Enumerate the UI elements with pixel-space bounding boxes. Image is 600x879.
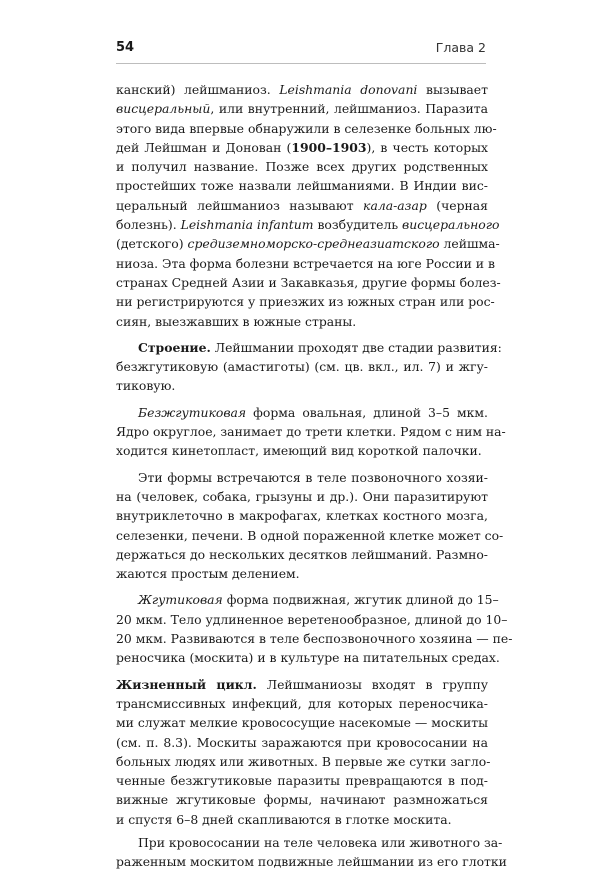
paragraph-structure xyxy=(116,338,502,396)
section-heading: Строение. xyxy=(138,339,211,355)
text-line: Строение. Лейшмании проходят две стадии развития: xyxy=(138,339,502,355)
text-line: и получил название. Позже всех других родственных xyxy=(116,159,488,175)
text-line: трансмиссивных инфекций, для которых переносчика- xyxy=(116,695,488,711)
text-line: При кровососании на теле человека или животного за- xyxy=(138,834,503,850)
text-line: этого вида впервые обнаружили в селезенке больных лю- xyxy=(116,120,497,136)
text-line: на (человек, собака, грызуны и др.). Они паразитируют xyxy=(116,488,488,504)
text-line: ченные безжгутиковые паразиты превращаются в под- xyxy=(116,773,488,789)
text-line: простейших тоже назвали лейшманиями. В Индии вис- xyxy=(116,178,488,194)
text-line: внутриклеточно в макрофагах, клетках костного мозга, xyxy=(116,508,488,524)
text-line: дей Лейшман и Донован (1900–1903), в честь которых xyxy=(116,139,488,155)
text-line: канский) лейшманиоз. Leishmania donovani вызывает xyxy=(116,82,488,97)
term: Жгутиковая xyxy=(138,592,223,608)
paragraph-promastigote xyxy=(116,590,513,667)
paragraph-amastigote xyxy=(116,403,506,461)
section-heading: Жизненный цикл. xyxy=(116,676,257,692)
text-line: и спустя 6–8 дней скапливаются в глотке москита. xyxy=(116,811,452,827)
text-line: раженным москитом подвижные лейшмании из его глотки xyxy=(116,854,507,870)
term: Безжгутиковая xyxy=(138,404,247,420)
text-line: селезенки, печени. В одной пораженной клетке может со- xyxy=(116,527,504,543)
text-line: ходится кинетопласт, имеющий вид короткой палочки. xyxy=(116,443,482,459)
text-line: висцеральный, или внутренний, лейшманиоз. Паразита xyxy=(116,101,488,117)
text-line: тиковую. xyxy=(116,378,176,394)
chapter-title: Глава 2 xyxy=(435,40,486,55)
text-line: ниоза. Эта форма болезни встречается на юге России и в xyxy=(116,255,495,271)
text-line: странах Средней Азии и Закавказья, другие формы болез- xyxy=(116,274,501,290)
page-body xyxy=(116,80,513,879)
paragraph-life-cycle xyxy=(116,675,491,829)
text-line: больных людях или животных. В первые же сутки загло- xyxy=(116,753,491,769)
text-line: ни регистрируются у приезжих из южных стран или рос- xyxy=(116,294,495,310)
text-line: Жизненный цикл. Лейшманиозы входят в группу xyxy=(116,676,488,692)
text-line: Ядро округлое, занимает до трети клетки. Рядом с ним на- xyxy=(116,424,506,440)
text-line: реносчика (москита) и в культуре на питательных средах. xyxy=(116,650,500,666)
text-line: вижные жгутиковые формы, начинают размножаться xyxy=(116,792,488,808)
paragraph-leishmaniasis-types xyxy=(116,80,501,331)
text-line: держаться до нескольких десятков лейшманий. Размно- xyxy=(116,546,488,562)
text-line: жаются простым делением. xyxy=(116,566,300,582)
text-line: 20 мкм. Развиваются в теле беспозвоночного хозяина — пе- xyxy=(116,631,513,647)
text-line: Эти формы встречаются в теле позвоночного хозяи- xyxy=(138,469,488,485)
text-line: безжгутиковую (амастиготы) (см. цв. вкл., ил. 7) и жгу- xyxy=(116,359,488,375)
text-line: Безжгутиковая форма овальная, длиной 3–5 мкм. xyxy=(138,404,488,420)
paragraph-host xyxy=(116,468,504,584)
text-line: (см. п. 8.3). Москиты заражаются при кровососании на xyxy=(116,734,488,750)
text-line: церальный лейшманиоз называют кала-азар (черная xyxy=(116,197,488,213)
paragraph-transmission xyxy=(116,833,507,872)
text-line: Жгутиковая форма подвижная, жгутик длиной до 15– xyxy=(138,592,499,608)
page-number: 54 xyxy=(116,40,135,55)
text-line: (детского) средиземноморско-среднеазиатского лейшма- xyxy=(116,236,500,252)
text-line: ми служат мелкие кровососущие насекомые — москиты xyxy=(116,715,488,731)
header-divider xyxy=(116,63,486,64)
text-line: сиян, выезжавших в южные страны. xyxy=(116,313,357,329)
running-header xyxy=(116,40,486,58)
text-line: 20 мкм. Тело удлиненное веретенообразное, длиной до 10– xyxy=(116,611,508,627)
text-line: болезнь). Leishmania infantum возбудитель висцерального xyxy=(116,217,500,233)
